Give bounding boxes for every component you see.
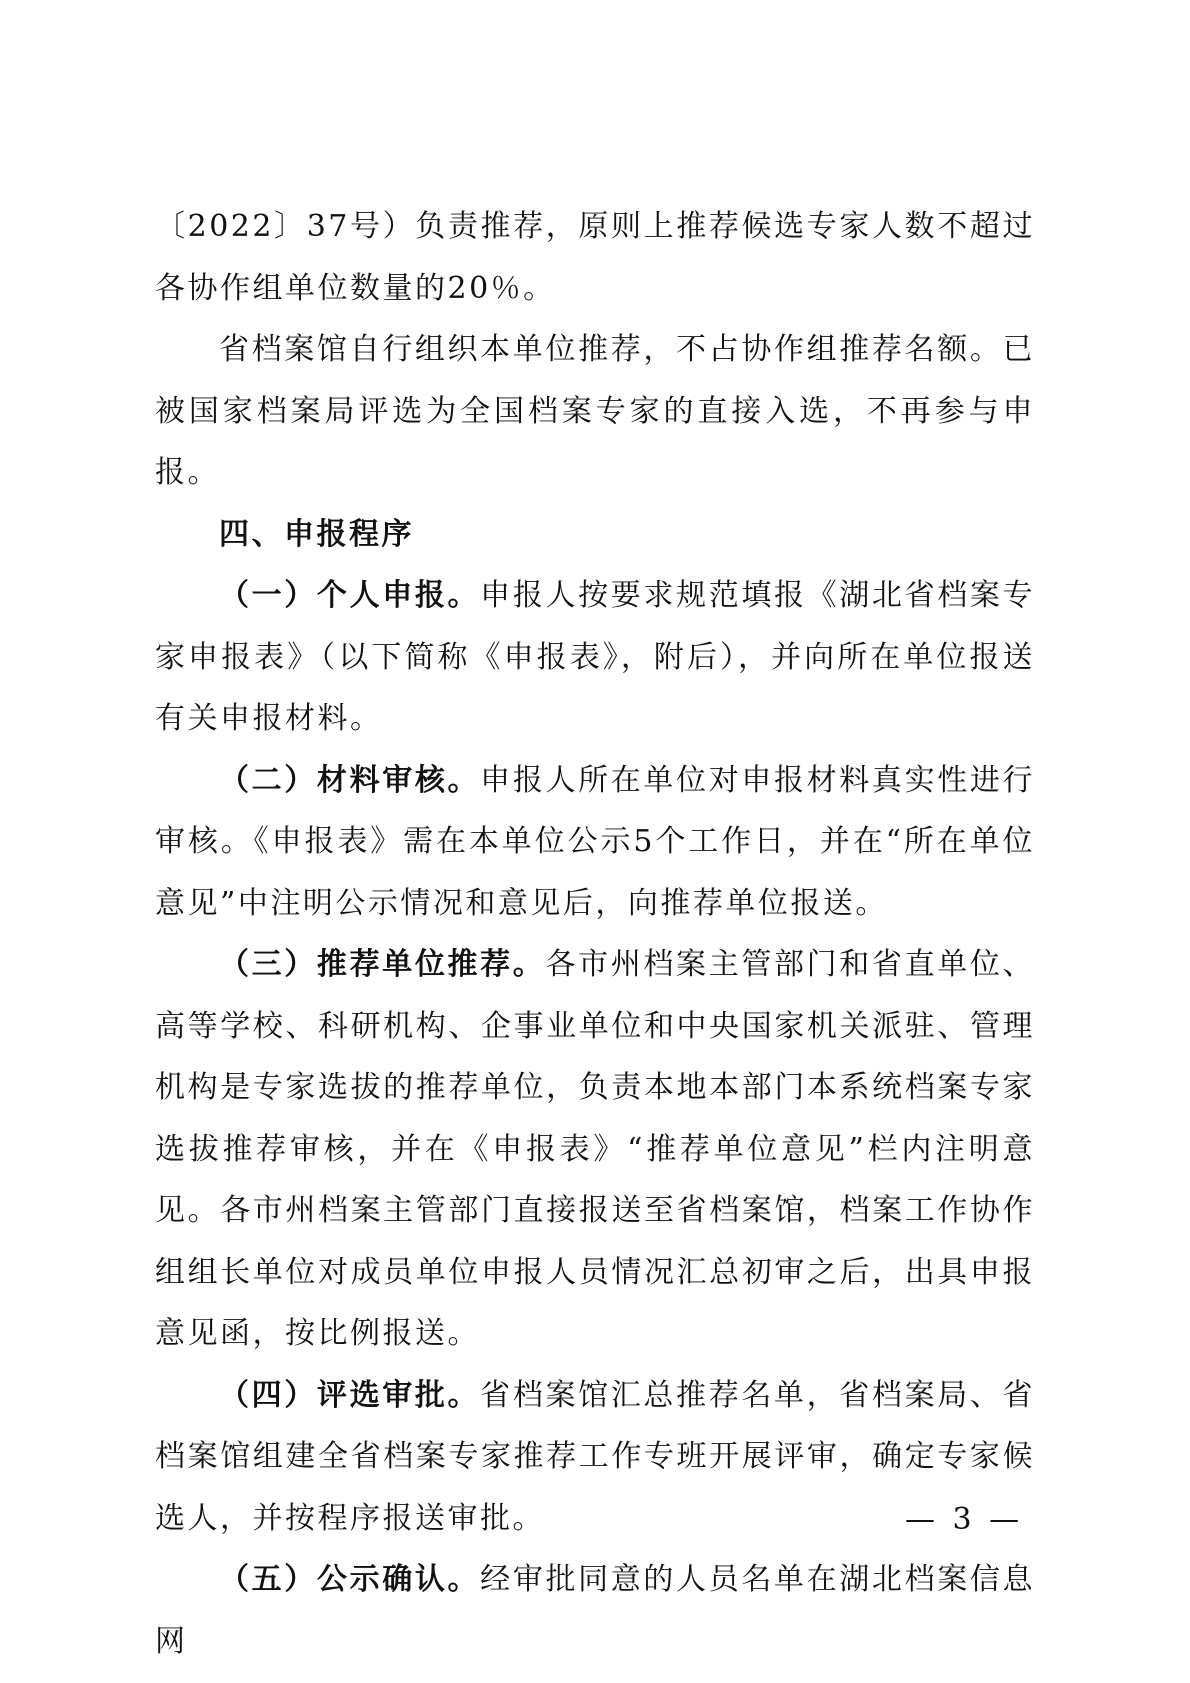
paragraph-text: 省档案馆自行组织本单位推荐，不占协作组推荐名额。已被国家档案局评选为全国档案专家的直接入选，不再参与申报。 [155,332,1035,490]
step-title: （三）推荐单位推荐。 [219,947,546,982]
paragraph-text: 〔2022〕37号）负责推荐，原则上推荐候选专家人数不超过各协作组单位数量的20％。 [155,209,1035,306]
paragraph-continuation [155,196,1035,319]
paragraph-step-2 [155,750,1035,935]
step-title: （五）公示确认。 [219,1562,481,1597]
section-heading-text: 四、申报程序 [219,516,414,552]
step-title: （四）评选审批。 [219,1377,481,1413]
paragraph-text: 经审批同意的人员名单在湖北档案信息网 [155,1562,1036,1659]
paragraph-step-1 [155,565,1035,750]
paragraph-step-3 [155,934,1035,1365]
step-title: （一）个人申报。 [219,578,481,613]
paragraph-step-4 [155,1365,1035,1550]
step-title: （二）材料审核。 [219,762,481,798]
paragraph-text: 省档案馆汇总推荐名单，省档案局、省档案馆组建全省档案专家推荐工作专班开展评审，确定专家候选人，并按程序报送审批。 [155,1377,1036,1536]
page-number: — 3 — [905,1502,1024,1537]
document-body [155,196,1035,1672]
paragraph-text: 申报人所在单位对申报材料真实性进行审核。《申报表》需在本单位公示5个工作日，并在“所在单位意见”中注明公示情况和意见后，向推荐单位报送。 [155,762,1036,921]
paragraph-text: 各市州档案主管部门和省直单位、高等学校、科研机构、企事业单位和中央国家机关派驻、管理机构是专家选拔的推荐单位，负责本地本部门本系统档案专家选拔推荐审核，并在《申报表》“推荐单位意见”栏内注明意见。各市州档案主管部门直接报送至省档案馆，档案工作协作组组长单位对成员单位申报人员情况汇总初审之后，出具申报意见函，按比例报送。 [155,947,1036,1351]
paragraph-step-5 [155,1549,1035,1672]
paragraph-provincial-archive [155,319,1035,504]
paragraph-text: 申报人按要求规范填报《湖北省档案专家申报表》（以下简称《申报表》，附后），并向所在单位报送有关申报材料。 [155,578,1036,736]
section-heading [155,504,1035,566]
